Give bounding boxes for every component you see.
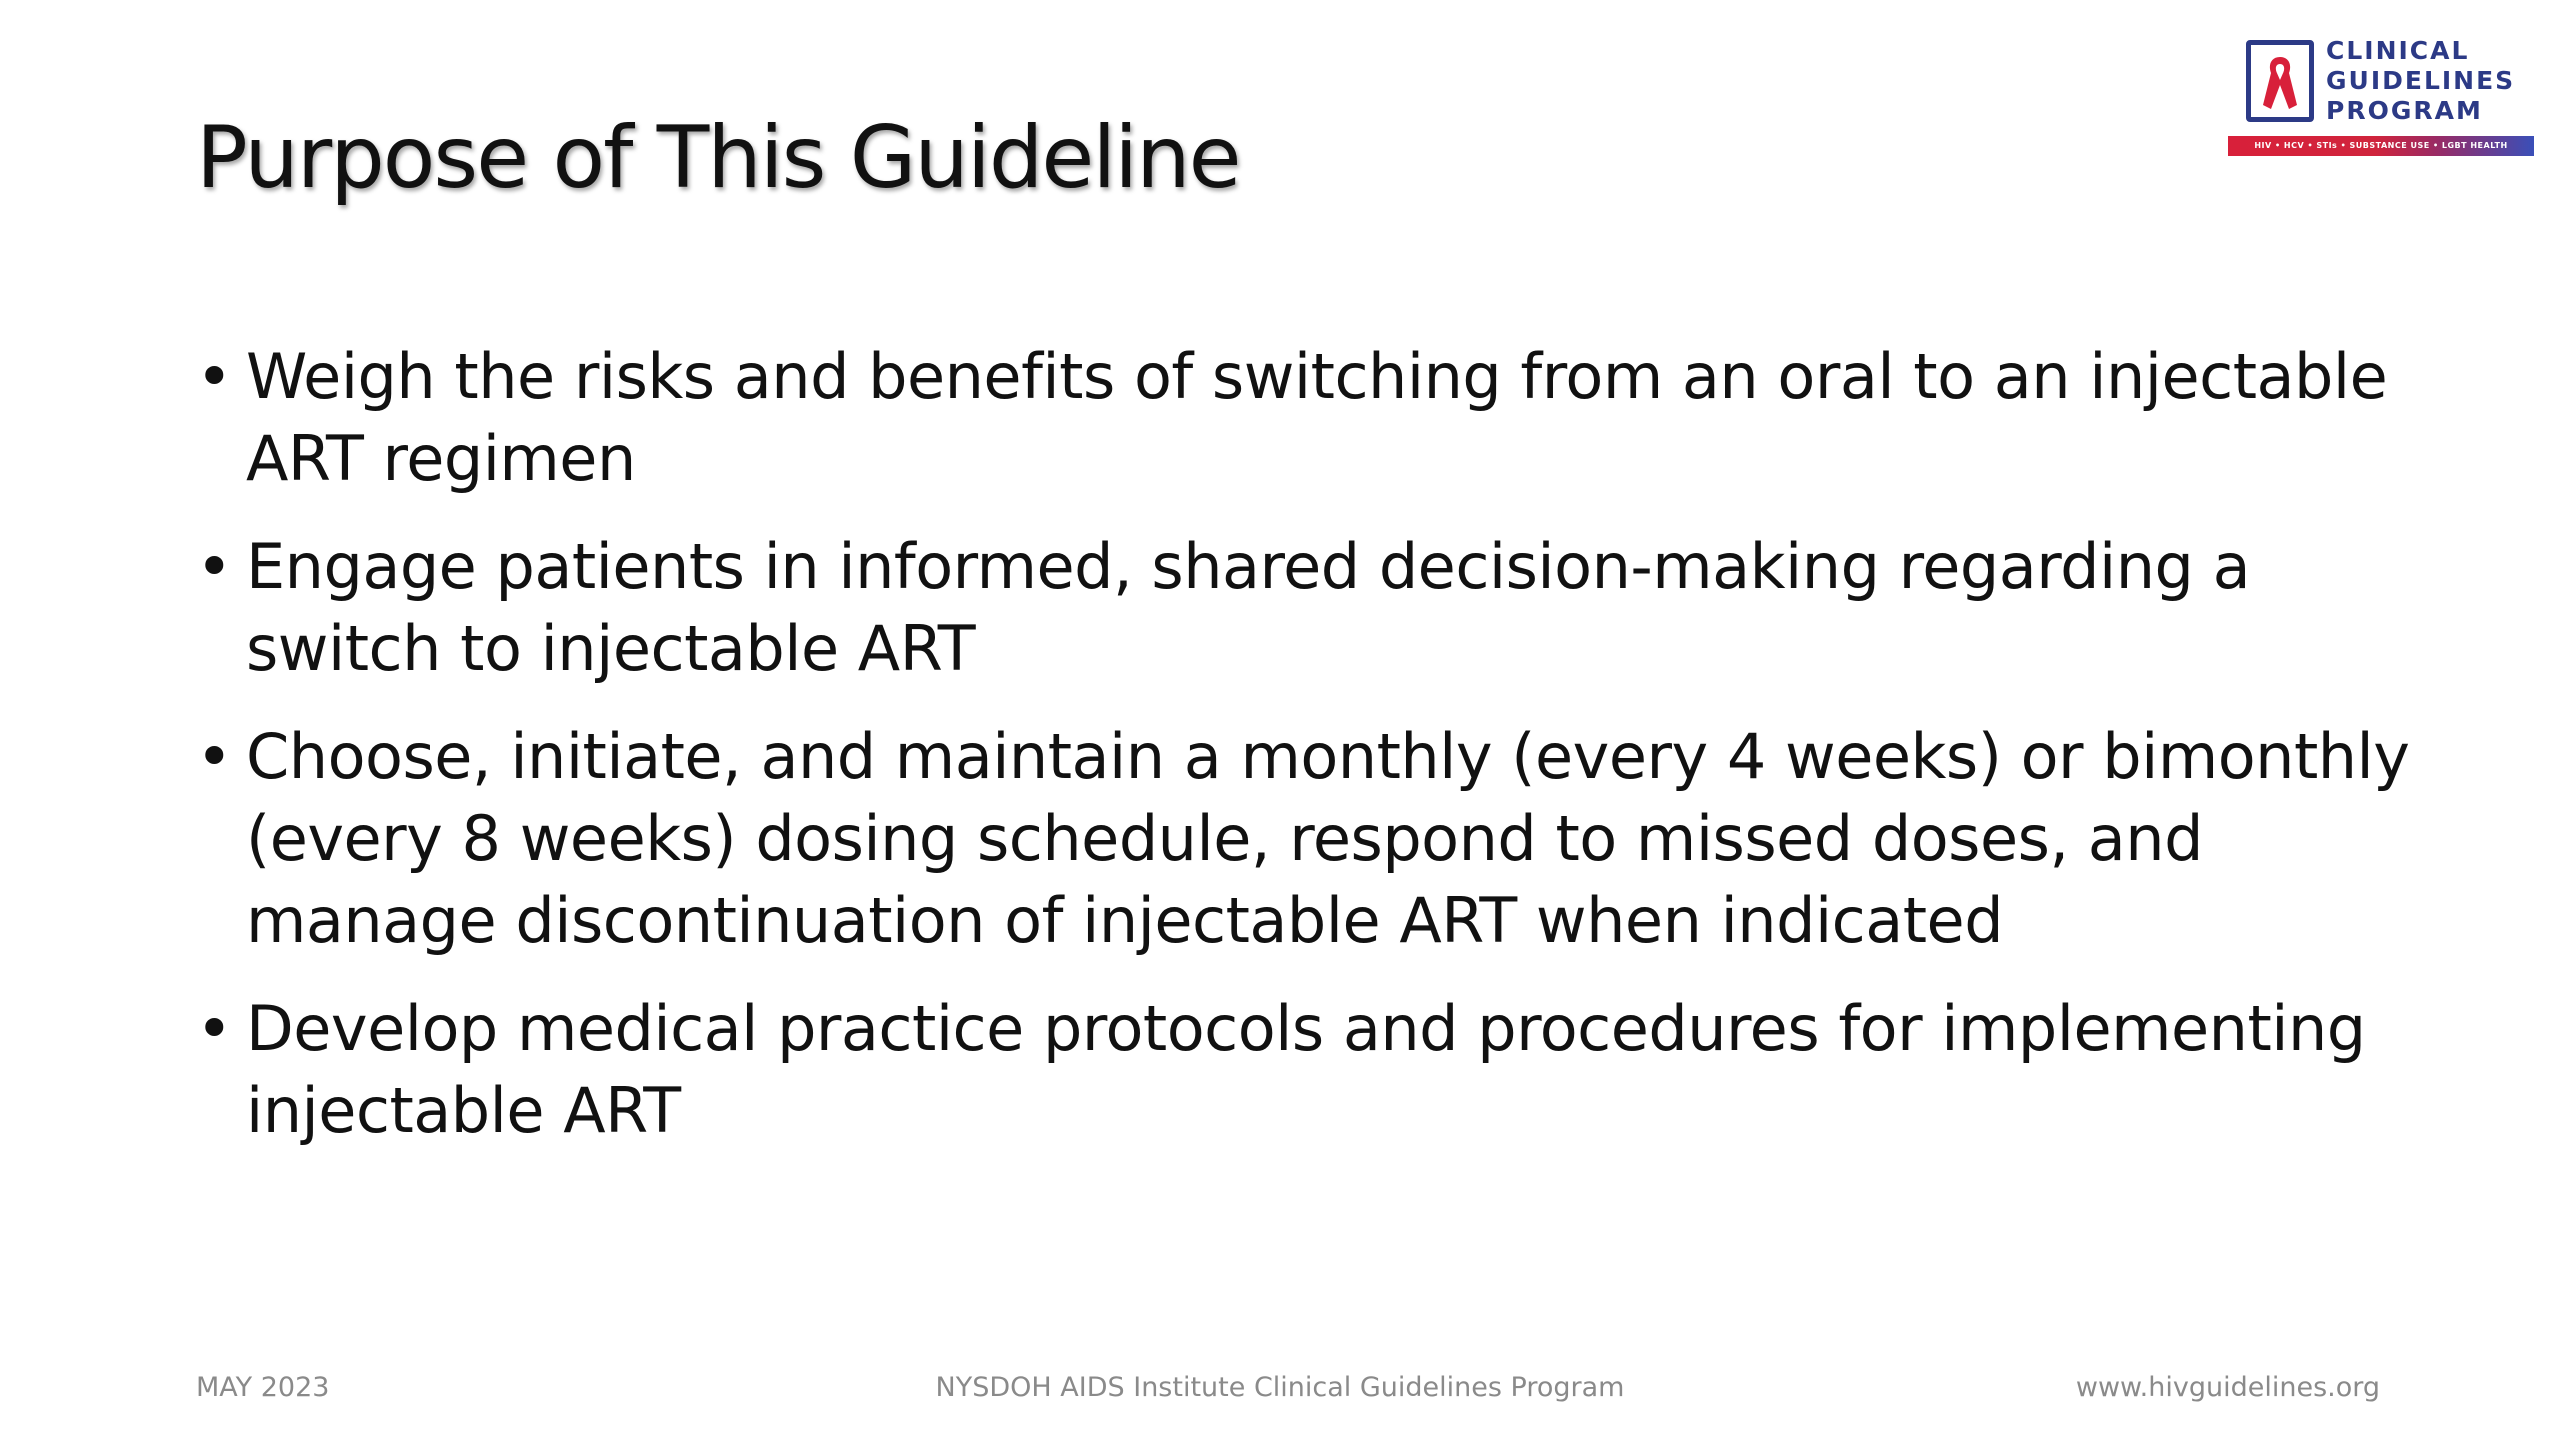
bullet-list [196, 336, 2416, 1178]
bullet-item [196, 988, 2416, 1152]
logo-line-2: GUIDELINES [2326, 66, 2516, 95]
bullet-glyph: • [196, 992, 233, 1065]
logo-line-1: CLINICAL [2326, 36, 2470, 65]
clinical-guidelines-program-logo [2228, 36, 2536, 160]
logo-wordmark [2326, 36, 2515, 126]
bullet-item [196, 526, 2416, 690]
bullet-item [196, 336, 2416, 500]
slide-title: Purpose of This Guideline [196, 108, 1240, 208]
bullet-text: Weigh the risks and benefits of switching from an oral to an injectable ART regimen [246, 340, 2388, 495]
logo-ribbon-badge [2246, 40, 2314, 122]
footer-program: NYSDOH AIDS Institute Clinical Guidelines Program [935, 1372, 1625, 1403]
bullet-text: Engage patients in informed, shared decision-making regarding a switch to injectable ART [246, 530, 2251, 685]
bullet-text: Choose, initiate, and maintain a monthly (every 4 weeks) or bimonthly (every 8 weeks) dosing schedule, respond to missed doses, and manage discontinuation of injectable ART when indicated [246, 720, 2410, 957]
footer-date: MAY 2023 [196, 1372, 330, 1403]
bullet-text: Develop medical practice protocols and procedures for implementing injectable ART [246, 992, 2366, 1147]
red-ribbon-icon [2257, 53, 2303, 113]
bullet-glyph: • [196, 340, 233, 413]
logo-tagline-strip: HIV • HCV • STIs • SUBSTANCE USE • LGBT HEALTH [2228, 136, 2534, 156]
bullet-glyph: • [196, 530, 233, 603]
footer-url: www.hivguidelines.org [2075, 1372, 2380, 1403]
logo-line-3: PROGRAM [2326, 96, 2483, 125]
bullet-glyph: • [196, 720, 233, 793]
bullet-item [196, 716, 2416, 962]
